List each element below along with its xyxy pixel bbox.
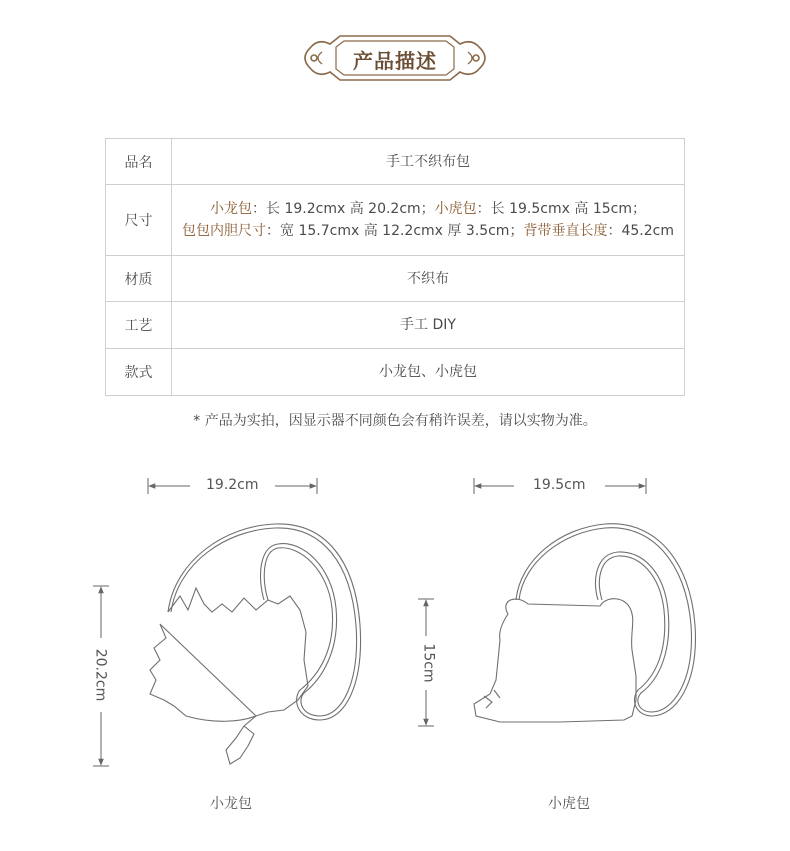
strap-length-label: 背带垂直长度 bbox=[523, 223, 608, 239]
tiger-width-label: 19.5cm bbox=[533, 477, 586, 493]
tiger-size-value: ：长 19.5cmx 高 15cm； bbox=[476, 201, 646, 217]
dragon-bag-outline bbox=[150, 524, 361, 764]
spec-label: 尺寸 bbox=[106, 185, 172, 256]
dragon-bag-caption: 小龙包 bbox=[210, 796, 252, 812]
color-disclaimer: * 产品为实拍，因显示器不同颜色会有稍许误差，请以实物为准。 bbox=[193, 413, 597, 429]
tiger-height-label: 15cm bbox=[420, 643, 437, 683]
dragon-width-label: 19.2cm bbox=[206, 477, 259, 493]
dragon-height-label: 20.2cm bbox=[92, 648, 109, 702]
tiger-bag-caption: 小虎包 bbox=[548, 796, 590, 812]
dragon-size-value: ：长 19.2cmx 高 20.2cm； bbox=[252, 201, 435, 217]
inner-size-label: 包包内胆尺寸 bbox=[182, 223, 267, 239]
tiger-size-label: 小虎包 bbox=[434, 201, 477, 217]
spec-value: 不织布 bbox=[172, 256, 685, 302]
strap-length-value: ：45.2cm bbox=[607, 223, 674, 239]
inner-size-value: ：宽 15.7cmx 高 12.2cmx 厚 3.5cm； bbox=[266, 223, 524, 239]
section-title: 产品描述 bbox=[353, 49, 437, 73]
spec-label: 品名 bbox=[106, 139, 172, 185]
dragon-size-label: 小龙包 bbox=[210, 201, 253, 217]
spec-value: 手工 DIY bbox=[172, 302, 685, 349]
spec-value: 小龙包、小虎包 bbox=[172, 349, 685, 396]
spec-label: 材质 bbox=[106, 256, 172, 302]
tiger-bag-outline bbox=[474, 524, 695, 722]
spec-value: 手工不织布包 bbox=[172, 139, 685, 185]
spec-label: 工艺 bbox=[106, 302, 172, 349]
spec-label: 款式 bbox=[106, 349, 172, 396]
